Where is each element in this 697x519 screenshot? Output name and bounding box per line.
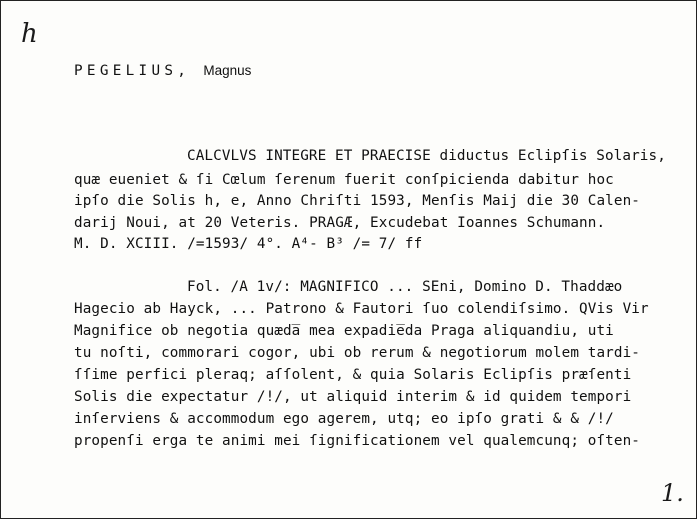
author-separator: ,: [177, 63, 186, 79]
imprint-line: M. D. XCIII. /=1593/ 4°. A⁴- B³ /= 7/ ff: [74, 236, 423, 252]
author-surname: PEGELIUS: [74, 63, 178, 79]
handwritten-mark-bottom: 1.: [661, 479, 684, 507]
body-line-4: tu noſti, commorari cogor, ubi ob rerum & negotiorum molem tardi-: [74, 345, 640, 361]
title-line-3: ipſo die Solis h, e, Anno Chriſti 1593, Menſis Maij die 30 Calen-: [74, 193, 640, 209]
title-line-1: CALCVLVS INTEGRE ET PRAECISE diductus Eclipſis Solaris,: [187, 148, 666, 164]
body-line-3: Magnifice ob negotia quæda̅ mea expadie̅da Praga aliquandiu, uti: [74, 323, 614, 339]
body-line-7: inſerviens & accommodum ego agerem, utq; eo ipſo grati & & /!/: [74, 411, 614, 427]
body-line-6: Solis die expectatur /!/, ut aliquid interim & id quidem tempori: [74, 389, 632, 405]
handwritten-mark-top: h: [21, 19, 38, 49]
title-line-2: quæ eueniet & ſi Cœlum ſerenum fuerit conſpicienda dabitur hoc: [74, 172, 614, 188]
author-given-name: Magnus: [203, 63, 252, 78]
author-heading: [74, 61, 251, 81]
body-line-8: propenſi erga te animi mei ſignificationem vel qualemcunq; oſten-: [74, 433, 640, 449]
body-line-1: Fol. /A 1v/: MAGNIFICO ... SEni, Domino D. Thaddæo: [187, 279, 623, 295]
body-line-5: ſſime perfici pleraq; aſſolent, & quia Solaris Eclipſis præſenti: [74, 367, 632, 383]
title-line-4: darij Noui, at 20 Veteris. PRAGÆ, Excudebat Ioannes Schumann.: [74, 215, 606, 231]
body-line-2: Hagecio ab Hayck, ... Patrono & Fautori ſuo colendiſsimo. QVis Vir: [74, 301, 649, 317]
